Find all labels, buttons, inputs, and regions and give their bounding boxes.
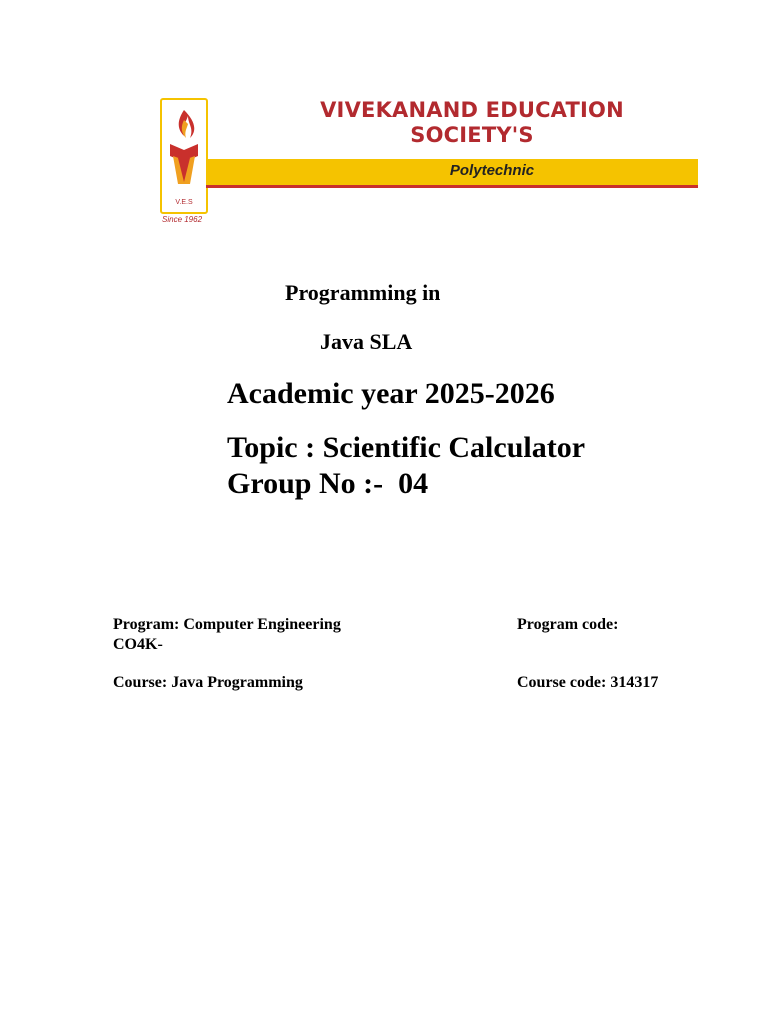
org-name (232, 98, 712, 148)
since-label: Since 1962 (162, 215, 203, 224)
subject-title-line2: Java SLA (320, 329, 413, 354)
program-name: Program: Computer Engineering (113, 616, 341, 633)
course-code: Course code: 314317 (517, 674, 659, 691)
course-name: Course: Java Programming (113, 674, 303, 691)
org-name-line2: SOCIETY'S (410, 123, 534, 147)
org-name-line1: VIVEKANAND EDUCATION (320, 98, 624, 122)
topic-title: Topic : Scientific Calculator (227, 431, 586, 464)
polytechnic-label: Polytechnic (449, 162, 535, 179)
ves-logo (140, 98, 698, 230)
subject-title-line1: Programming in (285, 280, 441, 305)
group-number: Group No :- 04 (227, 467, 429, 500)
program-code-value: CO4K- (113, 636, 163, 653)
academic-year: Academic year 2025-2026 (227, 377, 555, 410)
polytechnic-band (206, 159, 698, 185)
program-code-label: Program code: (517, 616, 619, 633)
emblem-text: V.E.S (175, 199, 193, 206)
